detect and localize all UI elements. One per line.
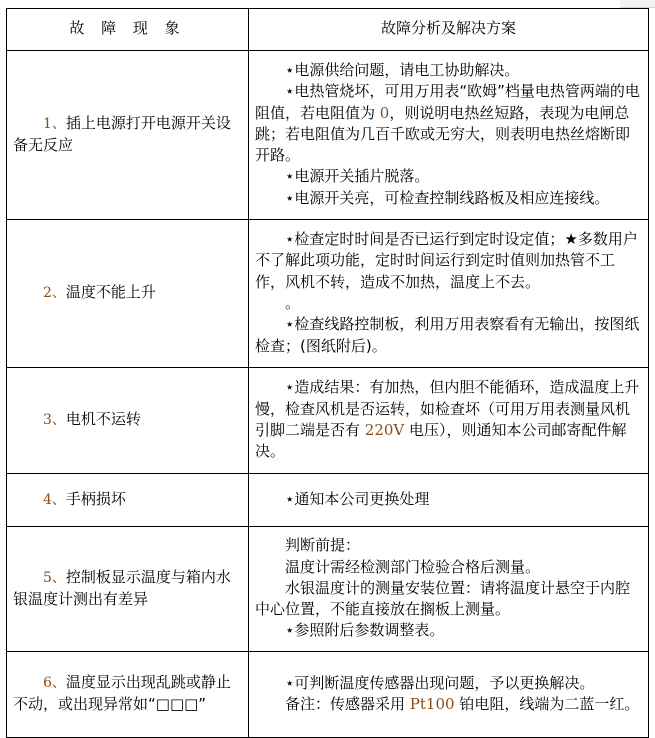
table-row [7, 474, 649, 527]
analysis-line: ⋆检查线路控制板，利用万用表察看有无输出，按图纸检查；(图纸附后)。 [255, 315, 640, 355]
column-header-analysis: 故障分析及解决方案 [249, 9, 649, 51]
cell-analysis-5 [249, 527, 649, 652]
analysis-line [255, 377, 642, 462]
cell-symptom-2 [7, 220, 249, 368]
symptom-text-3: 电机不运转 [65, 410, 141, 429]
table-row [7, 51, 649, 220]
row-number-6: 6、 [43, 675, 66, 692]
analysis-text: ，则说明电热丝短路，表现为电闸总跳；若电阻值为几百千欧或无穷大，则表明电热丝熔断即开路。 [255, 103, 631, 165]
table-row [7, 527, 649, 652]
table-row [7, 652, 649, 738]
scan-artifact [620, 0, 655, 8]
cell-analysis-6 [249, 652, 649, 738]
analysis-text: ⋆造成结果：有加热，但内胆不能循环，造成温度上升慢，检查风机是否运转，如检查坏（可用万用表测量风机引脚二端是否有 [255, 378, 640, 439]
table-header-row [7, 9, 649, 51]
analysis-text: ⋆检查定时时间是否已运行到定时设定值； [285, 230, 565, 249]
analysis-line: ⋆电源供给问题，请电工协助解决。 [285, 60, 520, 79]
sensor-model-value: Pt100 [409, 695, 455, 713]
cell-symptom-1 [7, 51, 249, 220]
analysis-line [255, 81, 642, 166]
analysis-line [255, 229, 642, 293]
symptom-text-2: 温度不能上升 [65, 283, 156, 302]
analysis-text: 多数用户不了解此项功能，定时时间运行到定时值则加热管不工作，风机不转，造成不加热，温度上不去。 [255, 230, 638, 291]
cell-symptom-4 [7, 474, 249, 527]
symptom-text-6: 温度显示出现乱跳或静止不动，或出现异常如“□□□” [13, 673, 231, 714]
analysis-line: 判断前提： [285, 536, 361, 555]
table-row [7, 368, 649, 474]
symptom-text-4: 手柄损坏 [65, 489, 126, 508]
star-solid-icon: ★ [564, 230, 578, 249]
analysis-text: 备注：传感器采用 [285, 695, 410, 713]
symptom-text-5: 控制板显示温度与箱内水银温度计测出有差异 [13, 567, 231, 608]
column-header-symptom: 故 障 现 象 [7, 9, 249, 51]
table-row [7, 220, 649, 368]
analysis-line: 温度计需经检测部门检验合格后测量。 [285, 557, 541, 576]
cell-analysis-1 [249, 51, 649, 220]
cell-symptom-6 [7, 652, 249, 738]
cell-symptom-3 [7, 368, 249, 474]
row-number-1: 1、 [43, 115, 66, 132]
cell-symptom-5 [7, 527, 249, 652]
row-number-4: 4、 [43, 491, 66, 508]
row-number-2: 2、 [43, 285, 66, 302]
symptom-text-1: 插上电源打开电源开关设备无反应 [13, 113, 231, 154]
analysis-line: ⋆参照附后参数调整表。 [285, 621, 445, 640]
analysis-line-stray-period: 。 [285, 294, 301, 312]
fault-troubleshooting-table [6, 8, 649, 738]
analysis-line [255, 694, 642, 715]
analysis-text: 电压），则通知本公司邮寄配件解决。 [255, 421, 627, 461]
analysis-line: ⋆电源开关插片脱落。 [285, 167, 430, 186]
row-number-3: 3、 [43, 412, 66, 429]
voltage-value: 220V [364, 421, 405, 439]
cell-analysis-2 [249, 220, 649, 368]
analysis-line: 水银温度计的测量安装位置：请将温度计悬空于内腔中心位置，不能直接放在搁板上测量。 [255, 578, 631, 619]
analysis-line: ⋆通知本公司更换处理 [285, 489, 430, 508]
analysis-line: ⋆可判断温度传感器出现问题，予以更换解决。 [285, 673, 595, 692]
row-number-5: 5、 [43, 569, 66, 586]
cell-analysis-4 [249, 474, 649, 527]
analysis-text: 铂电阻，线端为二蓝一红。 [454, 695, 640, 713]
resistance-zero-value: 0 [379, 103, 390, 122]
analysis-text: ⋆电热管烧坏，可用万用表“欧姆”档量电热管两端的电阻值，若电阻值为 [255, 82, 640, 122]
cell-analysis-3 [249, 368, 649, 474]
analysis-line: ⋆电源开关亮，可检查控制线路板及相应连接线。 [285, 188, 610, 207]
